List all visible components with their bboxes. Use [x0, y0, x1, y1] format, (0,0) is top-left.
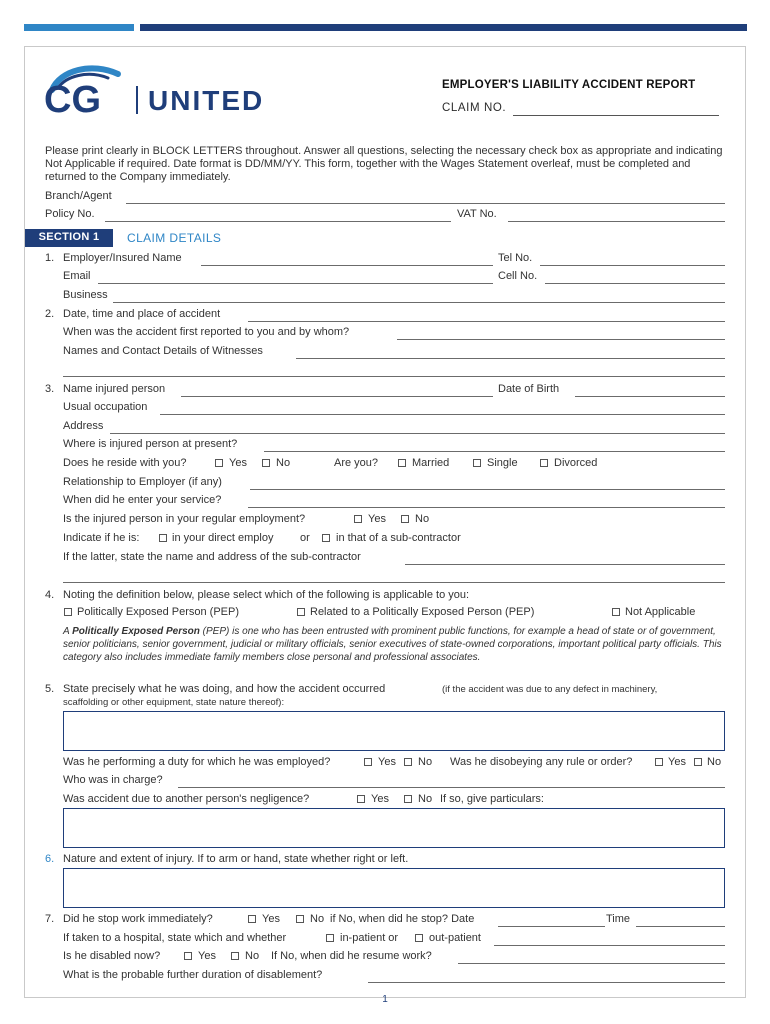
occupation-field[interactable] [160, 414, 725, 415]
injured-name-field[interactable] [181, 396, 493, 397]
duty-yes-checkbox[interactable] [364, 758, 372, 766]
injured-name-label: Name injured person [63, 383, 166, 395]
outpatient-checkbox[interactable] [415, 934, 423, 942]
accident-description-note-2: scaffolding or other equipment, state nature thereof): [63, 697, 285, 708]
email-field[interactable] [98, 283, 493, 284]
stop-date-field[interactable] [498, 926, 605, 927]
claim-no-field[interactable] [513, 115, 719, 116]
disabled-yes-checkbox[interactable] [184, 952, 192, 960]
pep-question: Noting the definition below, please select which of the following is applicable to you: [63, 589, 470, 601]
cg-united-logo [44, 64, 304, 120]
resume-work-field[interactable] [458, 963, 725, 964]
reside-yes-label: Yes [229, 457, 247, 469]
subcontractor-checkbox[interactable] [322, 534, 330, 542]
enter-service-label: When did he enter your service? [63, 494, 222, 506]
not-applicable-label: Not Applicable [625, 606, 696, 618]
regular-no-label: No [415, 513, 430, 525]
subcontractor-details-label: If the latter, state the name and address of the sub-contractor [63, 551, 361, 563]
relationship-label: Relationship to Employer (if any) [63, 476, 222, 488]
disabled-yes-label: Yes [198, 950, 216, 962]
witnesses-label: Names and Contact Details of Witnesses [63, 345, 263, 357]
employer-name-field[interactable] [201, 265, 493, 266]
first-reported-field[interactable] [397, 339, 725, 340]
question-number: 6. [45, 853, 55, 865]
disobey-yes-checkbox[interactable] [655, 758, 663, 766]
duration-field[interactable] [368, 982, 725, 983]
injury-label: Nature and extent of injury. If to arm or hand, state whether right or left. [63, 853, 409, 865]
duty-no-checkbox[interactable] [404, 758, 412, 766]
present-location-label: Where is injured person at present? [63, 438, 238, 450]
dob-field[interactable] [575, 396, 725, 397]
section-title: CLAIM DETAILS [127, 231, 222, 245]
accident-description-box[interactable] [63, 711, 725, 751]
outpatient-label: out-patient [429, 932, 481, 944]
form-title: EMPLOYER'S LIABILITY ACCIDENT REPORT [442, 79, 696, 91]
question-number: 4. [45, 589, 55, 601]
question-number: 7. [45, 913, 55, 925]
reside-yes-checkbox[interactable] [215, 459, 223, 467]
business-field[interactable] [113, 302, 725, 303]
regular-yes-checkbox[interactable] [354, 515, 362, 523]
married-checkbox[interactable] [398, 459, 406, 467]
divorced-label: Divorced [554, 457, 598, 469]
related-pep-checkbox[interactable] [297, 608, 305, 616]
stop-no-checkbox[interactable] [296, 915, 304, 923]
occupation-label: Usual occupation [63, 401, 148, 413]
particulars-box[interactable] [63, 808, 725, 848]
single-checkbox[interactable] [473, 459, 481, 467]
disobey-label: Was he disobeying any rule or order? [450, 756, 633, 768]
disobey-no-label: No [707, 756, 722, 768]
negligence-no-label: No [418, 793, 433, 805]
accident-date-label: Date, time and place of accident [63, 308, 221, 320]
question-number: 2. [45, 308, 55, 320]
pep-checkbox[interactable] [64, 608, 72, 616]
pep-definition: A Politically Exposed Person (PEP) is one who has been entrusted with prominent public functions, for example a head of state or of government, senior politicians, senior government, judicial or military officials, senior executives of state-owned corporations, important political party officials. This category also includes immediate family members close personal and professional associates. [63, 626, 722, 663]
stop-yes-checkbox[interactable] [248, 915, 256, 923]
dob-label: Date of Birth [498, 383, 560, 395]
stop-work-label: Did he stop work immediately? [63, 913, 213, 925]
address-label: Address [63, 420, 104, 432]
duty-yes-label: Yes [378, 756, 396, 768]
single-label: Single [487, 457, 518, 469]
section-badge: SECTION 1 [25, 229, 113, 245]
enter-service-field[interactable] [248, 507, 725, 508]
disobey-no-checkbox[interactable] [694, 758, 702, 766]
tel-no-label: Tel No. [498, 252, 533, 264]
indicate-label: Indicate if he is: [63, 532, 140, 544]
married-label: Married [412, 457, 450, 469]
page-number: 1 [382, 994, 388, 1005]
question-number: 3. [45, 383, 55, 395]
vat-no-label: VAT No. [457, 208, 497, 220]
duty-label: Was he performing a duty for which he was employed? [63, 756, 331, 768]
header-accent-bar-right [140, 24, 747, 31]
negligence-yes-label: Yes [371, 793, 389, 805]
vat-no-field[interactable] [508, 221, 725, 222]
svg-text:CG: CG [44, 79, 101, 120]
employer-name-label: Employer/Insured Name [63, 252, 182, 264]
inpatient-checkbox[interactable] [326, 934, 334, 942]
section-underline [25, 245, 113, 247]
divorced-checkbox[interactable] [540, 459, 548, 467]
first-reported-label: When was the accident first reported to you and by whom? [63, 326, 350, 338]
in-charge-field[interactable] [178, 787, 725, 788]
negligence-no-checkbox[interactable] [404, 795, 412, 803]
policy-no-label: Policy No. [45, 208, 95, 220]
stop-no-label: No [310, 913, 325, 925]
direct-employ-checkbox[interactable] [159, 534, 167, 542]
negligence-label: Was accident due to another person's negligence? [63, 793, 310, 805]
regular-yes-label: Yes [368, 513, 386, 525]
address-field[interactable] [110, 433, 725, 434]
claim-no-label: CLAIM NO. [442, 102, 507, 114]
policy-no-field[interactable] [105, 221, 451, 222]
reside-no-checkbox[interactable] [262, 459, 270, 467]
particulars-label: If so, give particulars: [440, 793, 544, 805]
resume-work-label: If No, when did he resume work? [271, 950, 432, 962]
stop-time-field[interactable] [636, 926, 725, 927]
duration-label: What is the probable further duration of disablement? [63, 969, 323, 981]
witnesses-field-continued[interactable] [63, 376, 725, 377]
accident-date-field[interactable] [248, 321, 725, 322]
disabled-no-checkbox[interactable] [231, 952, 239, 960]
branch-agent-label: Branch/Agent [45, 190, 112, 202]
marital-status-label: Are you? [334, 457, 379, 469]
subcontractor-label: in that of a sub-contractor [336, 532, 461, 544]
branch-agent-field[interactable] [126, 203, 725, 204]
in-charge-label: Who was in charge? [63, 774, 163, 786]
email-label: Email [63, 270, 91, 282]
stop-time-label: Time [606, 913, 631, 925]
subcontractor-details-field-continued[interactable] [63, 582, 725, 583]
hospital-label: If taken to a hospital, state which and whether [63, 932, 287, 944]
disobey-yes-label: Yes [668, 756, 686, 768]
disabled-no-label: No [245, 950, 260, 962]
witnesses-field[interactable] [296, 358, 725, 359]
svg-text:UNITED: UNITED [148, 85, 265, 116]
injury-box[interactable] [63, 868, 725, 908]
disabled-label: Is he disabled now? [63, 950, 161, 962]
or-label: or [300, 532, 310, 544]
instructions-text: Please print clearly in BLOCK LETTERS throughout. Answer all questions, selecting the necessary check box as appropriate and indicating Not Applicable if required. Date format is DD/MM/YY. This form, together with the Wages Statement overleaf, must be completed and returned to the Company immediately. [45, 145, 723, 183]
duty-no-label: No [418, 756, 433, 768]
stop-yes-label: Yes [262, 913, 280, 925]
regular-no-checkbox[interactable] [401, 515, 409, 523]
tel-no-field[interactable] [540, 265, 725, 266]
cell-no-field[interactable] [545, 283, 725, 284]
negligence-yes-checkbox[interactable] [357, 795, 365, 803]
accident-description-label: State precisely what he was doing, and how the accident occurred [63, 683, 386, 695]
question-number: 5. [45, 683, 55, 695]
accident-description-note: (if the accident was due to any defect in machinery, [442, 684, 658, 695]
pep-label: Politically Exposed Person (PEP) [77, 606, 240, 618]
subcontractor-details-field[interactable] [405, 564, 725, 565]
header-accent-bar-left [24, 24, 134, 31]
question-number: 1. [45, 252, 55, 264]
direct-employ-label: in your direct employ [172, 532, 274, 544]
business-label: Business [63, 289, 108, 301]
cell-no-label: Cell No. [498, 270, 538, 282]
present-location-field[interactable] [264, 451, 725, 452]
stop-date-label: if No, when did he stop? Date [330, 913, 475, 925]
regular-employment-label: Is the injured person in your regular employment? [63, 513, 306, 525]
relationship-field[interactable] [250, 489, 725, 490]
reside-no-label: No [276, 457, 291, 469]
not-applicable-checkbox[interactable] [612, 608, 620, 616]
inpatient-label: in-patient or [340, 932, 399, 944]
related-pep-label: Related to a Politically Exposed Person (PEP) [310, 606, 535, 618]
reside-label: Does he reside with you? [63, 457, 187, 469]
hospital-field[interactable] [494, 945, 725, 946]
